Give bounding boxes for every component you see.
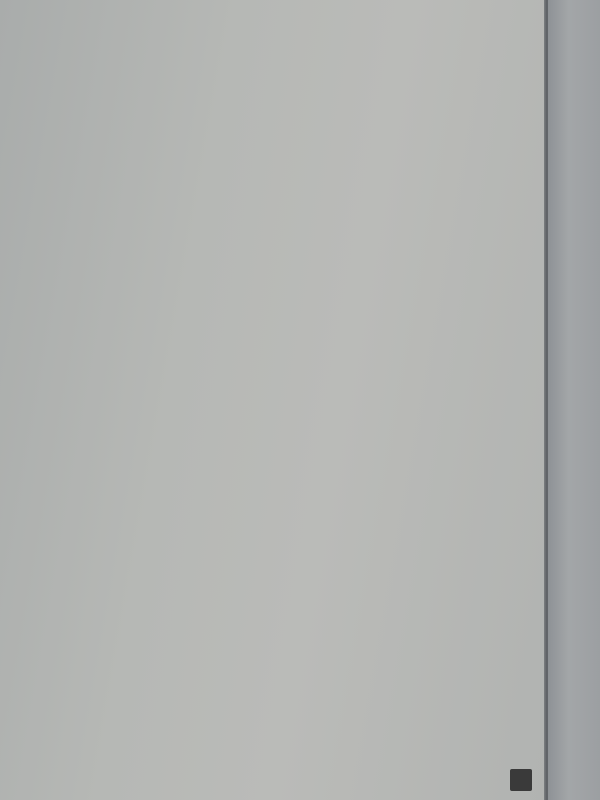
- text-line: [22, 26, 538, 48]
- next-page-text-fragment: [552, 604, 600, 624]
- text-line: [22, 250, 538, 272]
- next-page-text-fragment: [552, 652, 600, 672]
- next-page-text-fragment: [552, 268, 600, 288]
- paragraph: [22, 4, 538, 250]
- text-line: [22, 775, 538, 797]
- next-page-text-fragment: [552, 148, 600, 168]
- next-page-text-fragment: [552, 484, 600, 504]
- next-page-text-fragment: [552, 796, 600, 800]
- next-page-text-fragment: [552, 340, 600, 360]
- section-heading: [46, 466, 538, 494]
- text-line: [22, 116, 538, 138]
- next-page-text-fragment: [552, 244, 600, 264]
- next-page-text-fragment: [552, 52, 600, 72]
- text-line: [22, 49, 538, 71]
- paragraph: [22, 707, 538, 800]
- next-page-text-fragment: [552, 748, 600, 768]
- text-line: [22, 429, 538, 451]
- next-page-text-fragment: [552, 460, 600, 480]
- text-line: [22, 273, 538, 295]
- text-line: [22, 573, 538, 595]
- next-page-text-fragment: [552, 4, 600, 24]
- next-page-text-fragment: [552, 724, 600, 744]
- text-line: [22, 640, 538, 662]
- next-page-text-fragment: [552, 700, 600, 720]
- next-page-text-fragment: [552, 28, 600, 48]
- text-line: [22, 4, 538, 26]
- next-page-text-fragment: [552, 676, 600, 696]
- text-line: [22, 317, 538, 339]
- next-page-text-fragment: [552, 172, 600, 192]
- next-page-text-fragment: [552, 436, 600, 456]
- next-page-text-fragment: [552, 76, 600, 96]
- text-line: [22, 528, 538, 550]
- next-page-text-fragment: [552, 316, 600, 336]
- next-page-text-fragment: [552, 196, 600, 216]
- paragraph: [22, 506, 538, 708]
- text-line: [22, 228, 538, 250]
- next-page-text-fragment: [552, 412, 600, 432]
- next-page-text-fragment: [552, 628, 600, 648]
- text-line: [22, 707, 538, 729]
- next-page-text-fragment: [552, 388, 600, 408]
- text-line: [22, 183, 538, 205]
- text-line: [22, 94, 538, 116]
- next-page-text-fragment: [552, 580, 600, 600]
- next-page-text-fragment: [552, 772, 600, 792]
- text-line: [22, 752, 538, 774]
- watermark-logo-icon: [510, 769, 532, 791]
- text-line: [22, 506, 538, 528]
- text-line: [22, 663, 538, 685]
- text-line: [22, 362, 538, 384]
- paragraph: [22, 250, 538, 452]
- text-line: [22, 206, 538, 228]
- next-page-text-fragment: [552, 364, 600, 384]
- text-line: [22, 295, 538, 317]
- page-text: [22, 4, 538, 800]
- next-page-edge: [548, 0, 600, 800]
- text-line: [22, 385, 538, 407]
- next-page-text-fragment: [552, 556, 600, 576]
- text-line: [22, 161, 538, 183]
- text-line: [22, 618, 538, 640]
- text-line: [22, 551, 538, 573]
- next-page-text-fragment: [552, 508, 600, 528]
- next-page-text-fragment: [552, 124, 600, 144]
- text-line: [22, 730, 538, 752]
- next-page-text-fragment: [552, 532, 600, 552]
- watermark: [510, 768, 538, 792]
- next-page-text-fragment: [552, 220, 600, 240]
- text-line: [22, 407, 538, 429]
- text-line: [22, 595, 538, 617]
- next-page-text-fragment: [552, 100, 600, 120]
- text-line: [22, 71, 538, 93]
- text-line: [22, 138, 538, 160]
- text-line: [22, 685, 538, 707]
- next-page-text-fragment: [552, 292, 600, 312]
- text-line: [22, 340, 538, 362]
